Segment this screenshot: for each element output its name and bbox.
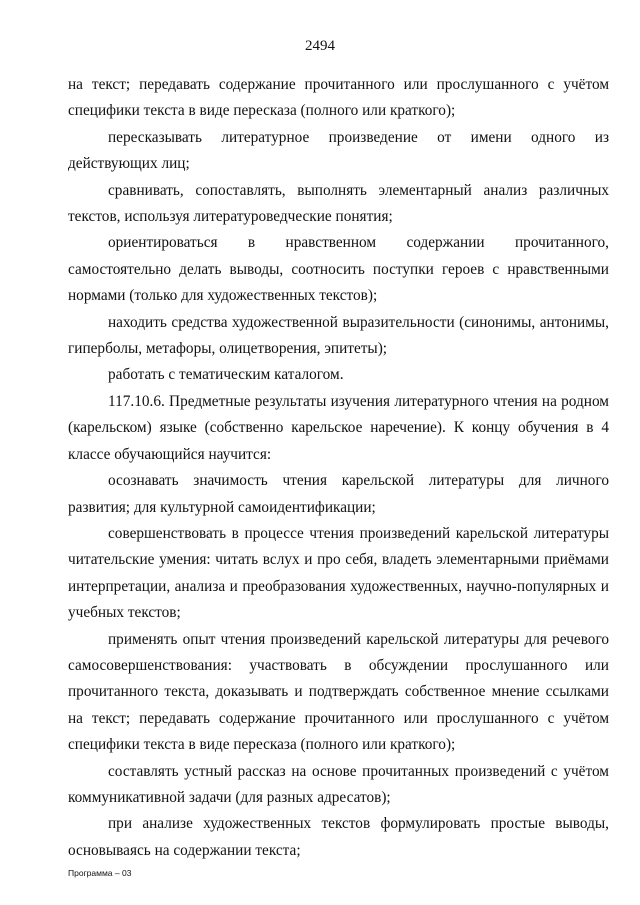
paragraph: пересказывать литературное произведение от имени одного из действующих лиц; [68, 128, 609, 173]
paragraph: осознавать значимость чтения карельской литературы для личного развития; для культурной самоидентификации; [68, 472, 609, 516]
paragraph: составлять устный рассказ на основе прочитанных произведений с учётом коммуникативной задачи (для разных адресатов); [68, 762, 609, 806]
paragraph: 117.10.6. Предметные результаты изучения литературного чтения на родном (карельском) языке (собственно карельское наречение). К концу обучения в 4 классе обучающийся научится: [68, 392, 609, 463]
page-number: 2494 [305, 38, 335, 54]
document-body [68, 72, 609, 864]
paragraph: применять опыт чтения произведений карельской литературы для речевого самосовершенствования: участвовать в обсуждении прослушанного или прочитанного текста, доказывать и подтверждать собственное мнение ссылками на текст; передавать содержание прочитанного или прослушанного с учётом специфики текста в виде пересказа (полного или краткого); [68, 630, 609, 754]
paragraph: работать с тематическим каталогом. [108, 366, 344, 384]
paragraph: сравнивать, сопоставлять, выполнять элементарный анализ различных текстов, используя литературоведческие понятия; [68, 181, 609, 226]
paragraph: совершенствовать в процессе чтения произведений карельской литературы читательские умения: читать вслух и про себя, владеть элементарными приёмами интерпретации, анализа и преобразования художественных, научно-популярных и учебных текстов; [68, 524, 609, 622]
footer-label: Программа – 03 [68, 868, 132, 878]
paragraph: при анализе художественных текстов формулировать простые выводы, основываясь на содержании текста; [68, 815, 609, 859]
paragraph: на текст; передавать содержание прочитанного или прослушанного с учётом специфики текста в виде пересказа (полного или краткого); [68, 76, 609, 120]
paragraph: находить средства художественной выразительности (синонимы, антонимы, гиперболы, метафоры, олицетворения, эпитеты); [68, 313, 609, 358]
paragraph: ориентироваться в нравственном содержании прочитанного, самостоятельно делать выводы, соотносить поступки героев с нравственными нормами (только для художественных текстов); [68, 234, 609, 305]
